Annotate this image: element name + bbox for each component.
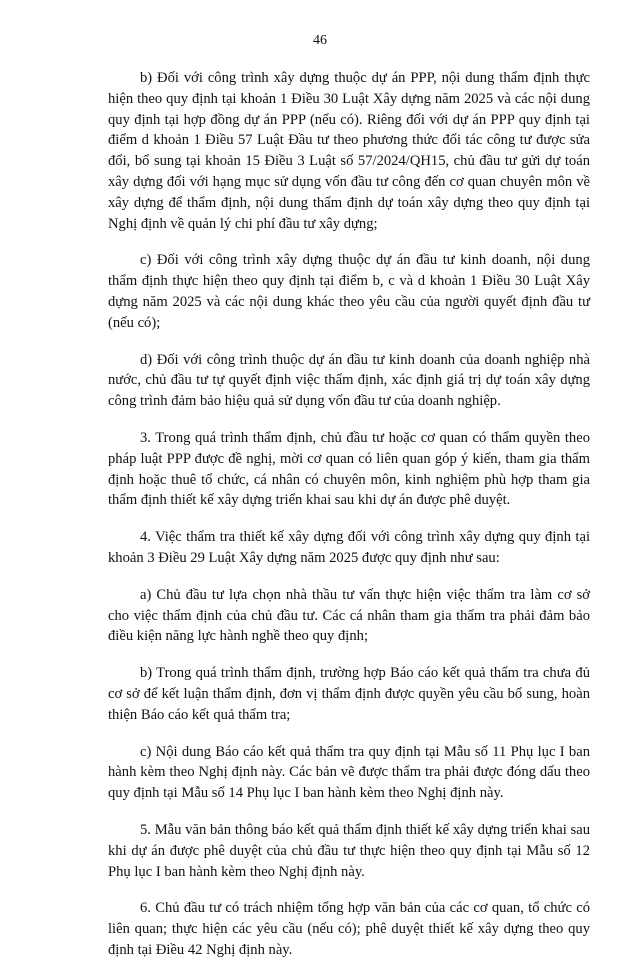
page-number: 46 <box>313 33 327 48</box>
paragraph-5-notification-form: 5. Mẫu văn bản thông báo kết quả thẩm định thiết kế xây dựng triển khai sau khi dự án được phê duyệt của chủ đầu tư thực hiện theo quy định tại Mẫu số 12 Phụ lục I ban hành kèm theo Nghị định này. <box>108 821 590 880</box>
paragraph-b-ppp: b) Đối với công trình xây dựng thuộc dự án PPP, nội dung thẩm định thực hiện theo quy định tại khoản 1 Điều 30 Luật Xây dựng năm 2025 và các nội dung quy định tại hợp đồng dự án PPP (nếu có). Riêng đối với dự án PPP quy định tại điểm d khoản 1 Điều 57 Luật Đầu tư theo phương thức đối tác công tư được sửa đổi, bổ sung tại khoản 15 Điều 3 Luật số 57/2024/QH15, chủ đầu tư gửi dự toán xây dựng đối với hạng mục sử dụng vốn đầu tư công đến cơ quan chuyên môn về xây dựng để thẩm định, nội dung thẩm định dự toán xây dựng theo quy định tại Nghị định về quản lý chi phí đầu tư xây dựng; <box>108 70 590 232</box>
paragraph-d-state-enterprise: d) Đối với công trình thuộc dự án đầu tư kinh doanh của doanh nghiệp nhà nước, chủ đầu tư tự quyết định việc thẩm định, xác định giá trị dự toán xây dựng công trình đảm bảo hiệu quả sử dụng vốn đầu tư của doanh nghiệp. <box>108 351 590 410</box>
paragraph-c-business-investment: c) Đối với công trình xây dựng thuộc dự án đầu tư kinh doanh, nội dung thẩm định thực hiện theo quy định tại điểm b, c và d khoản 1 Điều 30 Luật Xây dựng năm 2025 và các nội dung khác theo yêu cầu của người quyết định đầu tư (nếu có); <box>108 252 590 331</box>
paragraph-4a-consultant-selection: a) Chủ đầu tư lựa chọn nhà thầu tư vấn thực hiện việc thẩm tra làm cơ sở cho việc thẩm định của chủ đầu tư. Các cá nhân tham gia thẩm tra phải đảm bảo điều kiện năng lực hành nghề theo quy định; <box>108 586 590 645</box>
paragraph-6-investor-responsibility: 6. Chủ đầu tư có trách nhiệm tổng hợp văn bản của các cơ quan, tổ chức có liên quan; thực hiện các yêu cầu (nếu có); phê duyệt thiết kế xây dựng theo quy định tại Điều 42 Nghị định này. <box>108 900 590 958</box>
paragraph-4b-supplement-report: b) Trong quá trình thẩm định, trường hợp Báo cáo kết quả thẩm tra chưa đủ cơ sở để kết luận thẩm định, đơn vị thẩm định được quyền yêu cầu bổ sung, hoàn thiện Báo cáo kết quả thẩm tra; <box>108 665 590 723</box>
document-body <box>108 68 590 977</box>
paragraph-4-verification: 4. Việc thẩm tra thiết kế xây dựng đối với công trình xây dựng quy định tại khoản 3 Điều 29 Luật Xây dựng năm 2025 được quy định như sau: <box>108 529 590 566</box>
paragraph-4c-report-content: c) Nội dung Báo cáo kết quả thẩm tra quy định tại Mẫu số 11 Phụ lục I ban hành kèm theo Nghị định này. Các bản vẽ được thẩm tra phải được đóng dấu theo quy định tại Mẫu số 14 Phụ lục I ban hành kèm theo Nghị định này. <box>108 743 590 802</box>
paragraph-3-appraisal-process: 3. Trong quá trình thẩm định, chủ đầu tư hoặc cơ quan có thẩm quyền theo pháp luật PPP được đề nghị, mời cơ quan có liên quan góp ý kiến, tham gia thẩm định hoặc thuê tổ chức, cá nhân có chuyên môn, kinh nghiệm phù hợp tham gia thẩm định thiết kế xây dựng triển khai sau khi dự án được phê duyệt. <box>108 429 590 509</box>
